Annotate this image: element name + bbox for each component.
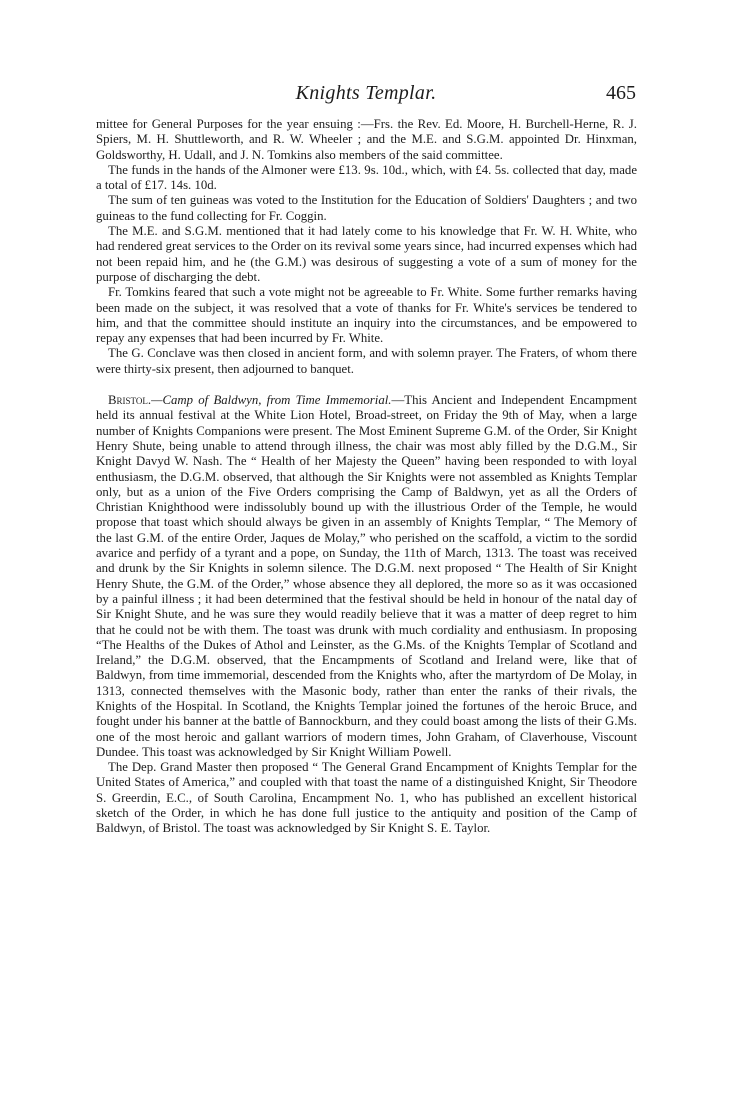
committee-paragraph: mittee for General Purposes for the year ensuing :—Frs. the Rev. Ed. Moore, H. Burchell-Herne, R. J. Spiers, M. H. Shuttleworth, and R. W. Wheeler ; and the M.E. and S.G.M. appointed Dr. Hinxman, Goldsworthy, H. Udall, and J. N. Tomkins also members of the said committee.	[96, 117, 637, 162]
bristol-report-paragraph	[96, 393, 637, 760]
tomkins-paragraph: Fr. Tomkins feared that such a vote might not be agreeable to Fr. White. Some further remarks having been made on the subject, it was resolved that a vote of thanks for Fr. White's services be tendered to him, and that the committee should institute an inquiry into the circumstances, and be empowered to repay any expenses that had been incurred by Fr. White.	[96, 285, 637, 346]
bristol-subhead: —Camp of Baldwyn, from Time Immemorial.	[151, 393, 392, 408]
page-number: 465	[606, 82, 636, 104]
bristol-report-text: —This Ancient and Independent Encampment held its annual festival at the White Lion Hotel, Broad-street, on Friday the 9th of May, when a large number of Knights Companions were present. The Most Eminent Supreme G.M. of the Order, Sir Knight Henry Shute, being unable to attend through illness, the chair was most ably filled by the D.G.M., Sir Knight Davyd W. Nash. The “ Health of her Majesty the Queen” having been responded to with loyal enthusiasm, the D.G.M. observed, that although the Sir Knights were not assembled as Knights Templar only, but as a union of the Five Orders comprising the Camp of Baldwyn, yet as all the Orders of Christian Knighthood were indissolubly bound up with the illustrious Order of the Temple, he would propose that toast which should always be given in an assembly of Knights Templar, “ The Memory of the last G.M. of the entire Order, Jaques de Molay,” who perished on the scaffold, a victim to the sordid avarice and perfidy of a tyrant and a pope, on Sunday, the 11th of March, 1313. The toast was received and drunk by the Sir Knights in solemn silence. The D.G.M. next proposed “ The Health of Sir Knight Henry Shute, the G.M. of the Order,” whose absence they all deplored, the more so as it was occasioned by a painful illness ; it had been determined that the festival should be held in honour of the natal day of Sir Knight Shute, and he was sure they would readily believe that it was a matter of deep regret to him that he could not be with them. The toast was drunk with much cordiality and enthusiasm. In proposing “The Healths of the Dukes of Athol and Leinster, as the G.Ms. of the Knights Templar of Scotland and Ireland,” the D.G.M. observed, that the Encampments of Scotland and Ireland were, like that of Baldwyn, from time immemorial, descended from the Knights who, after the martyrdom of De Molay, in 1313, connected themselves with the Masonic body, rather than enter the ranks of their rivals, the Knights of the Hospital. In Scotland, the Knights Templar joined the fortunes of the heroic Bruce, and fought under his banner at the battle of Bannockburn, and they could boast among the lists of their G.Ms. one of the most heroic and gallant warriors of modern times, John Graham, of Claverhouse, Viscount Dundee. This toast was acknowledged by Sir Knight William Powell.	[96, 393, 637, 759]
white-expenses-paragraph: The M.E. and S.G.M. mentioned that it had lately come to his knowledge that Fr. W. H. White, who had rendered great services to the Order on its revival some years since, had incurred expenses which had not been repaid him, and he (the G.M.) was desirous of suggesting a vote of a sum of money for the purpose of discharging the debt.	[96, 224, 637, 284]
page-header	[96, 82, 636, 106]
grand-encampment-paragraph: The Dep. Grand Master then proposed “ The General Grand Encampment of Knights Templar for the United States of America,” and coupled with that toast the name of a distinguished Knight, Sir Theodore S. Greerdin, E.C., of South Carolina, Encampment No. 1, who has published an excellent historical sketch of the Order, in which he has done full justice to the antiquity and position of the Camp of Baldwyn, of Bristol. The toast was acknowledged by Sir Knight S. E. Taylor.	[96, 760, 637, 836]
vote-paragraph: The sum of ten guineas was voted to the Institution for the Education of Soldiers' Daughters ; and two guineas to the fund collecting for Fr. Coggin.	[96, 193, 637, 223]
running-title: Knights Templar.	[295, 82, 437, 104]
conclave-closed-paragraph: The G. Conclave was then closed in ancient form, and with solemn prayer. The Fraters, of whom there were thirty-six present, then adjourned to banquet.	[96, 346, 637, 376]
almoner-funds-paragraph: The funds in the hands of the Almoner were £13. 9s. 10d., which, with £4. 5s. collected that day, made a total of £17. 14s. 10d.	[96, 162, 637, 193]
body-text	[96, 117, 637, 837]
bristol-place-name: Bristol.	[108, 393, 152, 408]
